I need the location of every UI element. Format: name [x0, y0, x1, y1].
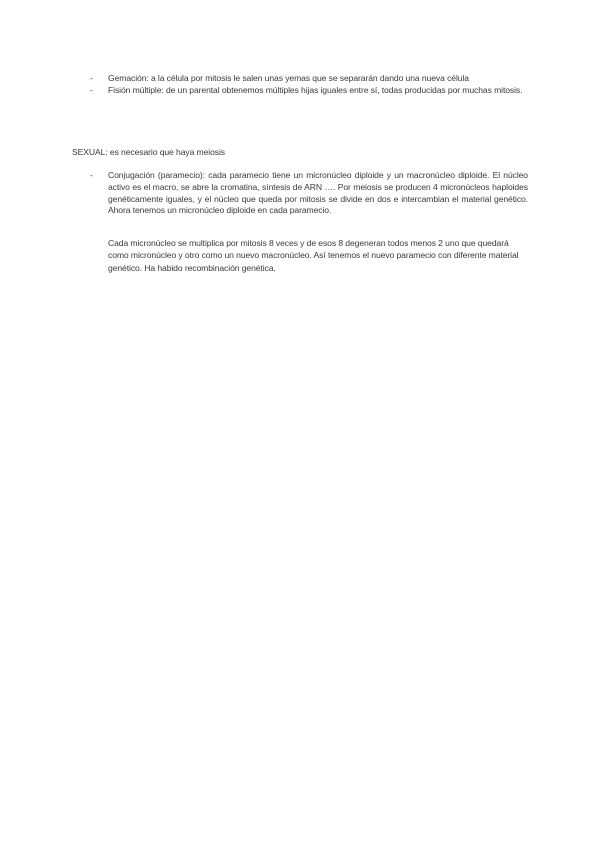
fision-multiple-text: Fisión múltiple: de un parental obtenemos múltiples hijas iguales entre sí, todas producidas por muchas mitosis. [108, 84, 523, 95]
sexual-heading: SEXUAL: es necesario que haya meiosis [72, 147, 225, 157]
bullet-dash: - [90, 170, 93, 180]
conjugacion-text: Conjugación (paramecio): cada paramecio tiene un micronúcleo diploide y un macronúcleo diploide. El núcleo activo es el macro, se abre la cromatina, síntesis de ARN …. Por meiosis se producen 4 micronúcleos haploides genéticamente iguales, y el núcleo que queda por mitosis se divide en dos e intercambian el material genético. Ahora tenemos un micronúcleo diploide en cada paramecio. [108, 170, 528, 216]
bullet-dash: - [90, 84, 93, 95]
gemacion-text: Gemación: a la célula por mitosis le salen unas yemas que se separarán dando una nueva célula [108, 73, 469, 83]
asexual-reproduction-list [90, 73, 528, 96]
sexual-reproduction-list [90, 170, 528, 217]
list-item-fision-multiple [90, 85, 528, 97]
list-item-gemacion [90, 73, 528, 85]
bullet-dash: - [90, 73, 93, 83]
list-item-conjugacion [90, 170, 528, 217]
micronucleo-paragraph: Cada micronúcleo se multiplica por mitosis 8 veces y de esos 8 degeneran todos menos 2 uno que quedará como micronúcleo y otro como un nuevo macronúcleo. Así tenemos el nuevo paramecio con diferente material genético. Ha habido recombinación genética. [108, 238, 519, 273]
